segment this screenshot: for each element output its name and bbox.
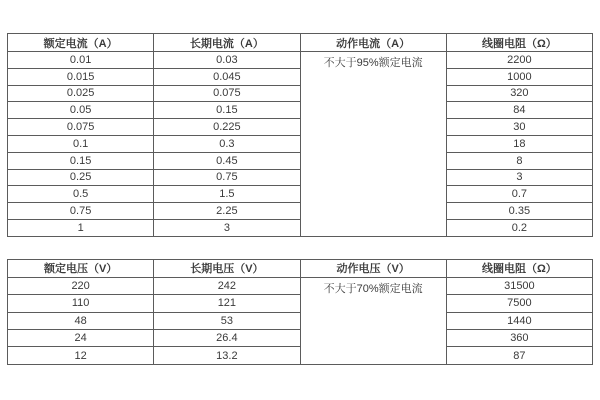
table-cell: 220 [8, 277, 154, 294]
table-cell: 121 [154, 295, 300, 312]
table-cell: 48 [8, 312, 154, 329]
table-cell: 87 [446, 347, 592, 364]
table-row [8, 52, 593, 69]
table-cell: 3 [446, 169, 592, 186]
table-cell: 0.15 [8, 152, 154, 169]
table-cell: 1 [8, 219, 154, 236]
table-cell: 320 [446, 85, 592, 102]
column-header: 线圈电阻（Ω） [446, 259, 592, 277]
merged-cell: 不大于70%额定电流 [300, 277, 446, 364]
table-cell: 0.15 [154, 102, 300, 119]
column-header: 额定电流（A） [8, 34, 154, 52]
table-cell: 18 [446, 135, 592, 152]
table-cell: 0.075 [8, 119, 154, 136]
table-cell: 53 [154, 312, 300, 329]
merged-cell: 不大于95%额定电流 [300, 52, 446, 237]
current-spec-table [7, 33, 593, 237]
table-cell: 0.05 [8, 102, 154, 119]
table-cell: 8 [446, 152, 592, 169]
column-header: 长期电压（V） [154, 259, 300, 277]
header-row [8, 259, 593, 277]
column-header: 额定电压（V） [8, 259, 154, 277]
table-cell: 0.225 [154, 119, 300, 136]
table-cell: 0.35 [446, 203, 592, 220]
column-header: 线圈电阻（Ω） [446, 34, 592, 52]
table-cell: 1440 [446, 312, 592, 329]
table-cell: 24 [8, 329, 154, 346]
table-cell: 242 [154, 277, 300, 294]
table-cell: 7500 [446, 295, 592, 312]
table-cell: 0.75 [154, 169, 300, 186]
table-row [8, 277, 593, 294]
voltage-spec-table [7, 259, 593, 365]
table-cell: 360 [446, 329, 592, 346]
table-cell: 0.015 [8, 68, 154, 85]
table-cell: 26.4 [154, 329, 300, 346]
table-cell: 0.025 [8, 85, 154, 102]
table-cell: 0.01 [8, 52, 154, 69]
table-cell: 12 [8, 347, 154, 364]
table-cell: 110 [8, 295, 154, 312]
header-row [8, 34, 593, 52]
table-cell: 0.75 [8, 203, 154, 220]
table-cell: 0.5 [8, 186, 154, 203]
current-spec-table-body [8, 52, 593, 237]
table-cell: 0.3 [154, 135, 300, 152]
voltage-spec-table-head [8, 259, 593, 277]
table-cell: 0.1 [8, 135, 154, 152]
column-header: 长期电流（A） [154, 34, 300, 52]
table-cell: 0.45 [154, 152, 300, 169]
table-cell: 1.5 [154, 186, 300, 203]
column-header: 动作电压（V） [300, 259, 446, 277]
table-cell: 1000 [446, 68, 592, 85]
table-cell: 2200 [446, 52, 592, 69]
table-cell: 2.25 [154, 203, 300, 220]
voltage-spec-table-body [8, 277, 593, 364]
table-cell: 3 [154, 219, 300, 236]
table-cell: 0.03 [154, 52, 300, 69]
table-cell: 84 [446, 102, 592, 119]
column-header: 动作电流（A） [300, 34, 446, 52]
table-cell: 0.075 [154, 85, 300, 102]
table-cell: 0.7 [446, 186, 592, 203]
table-cell: 30 [446, 119, 592, 136]
table-cell: 0.045 [154, 68, 300, 85]
table-cell: 31500 [446, 277, 592, 294]
current-spec-table-head [8, 34, 593, 52]
table-cell: 13.2 [154, 347, 300, 364]
table-cell: 0.25 [8, 169, 154, 186]
table-cell: 0.2 [446, 219, 592, 236]
table-gap [7, 237, 593, 259]
